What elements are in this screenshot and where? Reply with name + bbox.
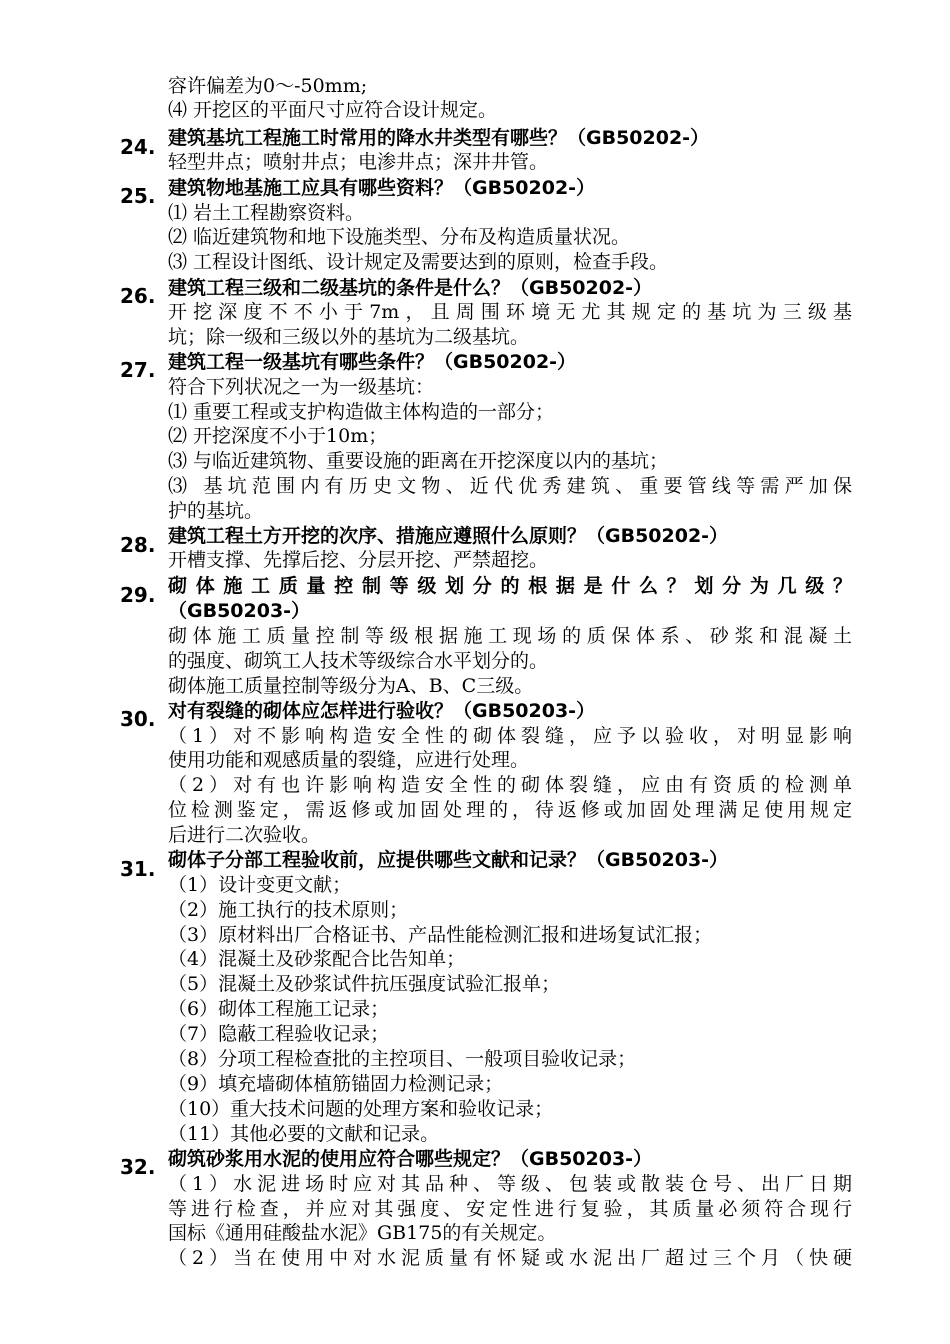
question-heading-cont: （GB50203-） <box>168 600 311 622</box>
question-number: 32. <box>120 1155 156 1179</box>
list-item: ⑴ 岩土工程勘察资料。 <box>168 202 365 224</box>
answer-line: 坑；除一级和三级以外的基坑为二级基坑。 <box>168 326 530 348</box>
question-heading: 砌体子分部工程验收前，应提供哪些文献和记录？（GB50203-） <box>168 849 729 871</box>
list-item: （8）分项工程检查批的主控项目、一般项目验收记录； <box>168 1048 637 1070</box>
question-number: 25. <box>120 184 156 208</box>
question-heading: 建筑工程三级和二级基坑的条件是什么？（GB50202-） <box>168 277 653 299</box>
question-heading: 砌体施工质量控制等级划分的根据是什么？划分为几级？ <box>168 575 852 597</box>
list-item: （11）其他必要的文献和记录。 <box>168 1123 440 1145</box>
list-item: （2）施工执行的技术原则； <box>168 899 409 921</box>
answer-line: （1）对不影响构造安全性的砌体裂缝，应予以验收，对明显影响 <box>168 725 852 747</box>
answer-line: 护的基坑。 <box>168 500 264 522</box>
question-heading: 建筑基坑工程施工时常用的降水井类型有哪些？（GB50202-） <box>168 127 710 149</box>
answer-line: 轻型井点；喷射井点；电渗井点；深井井管。 <box>168 151 549 173</box>
list-item: （6）砌体工程施工记录； <box>168 998 390 1020</box>
list-item: ⑷ 开挖区的平面尺寸应符合设计规定。 <box>168 99 498 121</box>
question-number: 30. <box>120 707 156 731</box>
answer-line: 符合下列状况之一为一级基坑： <box>168 376 435 398</box>
list-item: （1）设计变更文献； <box>168 874 352 896</box>
list-item: ⑴ 重要工程或支护构造做主体构造的一部分； <box>168 401 555 423</box>
question-number: 26. <box>120 284 156 308</box>
list-item: （10）重大技术问题的处理方案和验收记录； <box>168 1098 554 1120</box>
question-heading: 建筑物地基施工应具有哪些资料？（GB50202-） <box>168 177 596 199</box>
list-item: （9）填充墙砌体植筋锚固力检测记录； <box>168 1073 504 1095</box>
answer-line: （1）水泥进场时应对其品种、等级、包装或散装仓号、出厂日期 <box>168 1173 852 1195</box>
list-item: ⑵ 临近建筑物和地下设施类型、分布及构造质量状况。 <box>168 226 631 248</box>
list-item: （5）混凝土及砂浆试件抗压强度试验汇报单； <box>168 973 561 995</box>
list-item: （3）原材料出厂合格证书、产品性能检测汇报和进场复试汇报； <box>168 924 713 946</box>
question-heading: 建筑工程一级基坑有哪些条件？（GB50202-） <box>168 351 577 373</box>
question-number: 29. <box>120 583 156 607</box>
answer-line: 后进行二次验收。 <box>168 824 321 846</box>
answer-line: 等进行检查，并应对其强度、安定性进行复验，其质量必须符合现行 <box>168 1198 852 1220</box>
answer-line: 位检测鉴定，需返修或加固处理的，待返修或加固处理满足使用规定 <box>168 799 852 821</box>
list-item: ⑶ 与临近建筑物、重要设施的距离在开挖深度以内的基坑； <box>168 450 669 472</box>
question-number: 31. <box>120 857 156 881</box>
list-item: （7）隐蔽工程验收记录； <box>168 1023 390 1045</box>
answer-line: 使用功能和观感质量的裂缝，应进行处理。 <box>168 749 530 771</box>
question-number: 27. <box>120 358 156 382</box>
answer-line: 砌体施工质量控制等级分为A、B、C三级。 <box>168 675 534 697</box>
question-heading: 砌筑砂浆用水泥的使用应符合哪些规定？（GB50203-） <box>168 1148 653 1170</box>
answer-line: 开挖深度不不小于7m，且周围环境无尤其规定的基坑为三级基 <box>168 301 852 323</box>
answer-line: （2）对有也许影响构造安全性的砌体裂缝，应由有资质的检测单 <box>168 774 852 796</box>
body-text-line: 容许偏差为0～-50mm; <box>168 75 368 97</box>
answer-line: 国标《通用硅酸盐水泥》GB175的有关规定。 <box>168 1222 557 1244</box>
answer-line: （2）当在使用中对水泥质量有怀疑或水泥出厂超过三个月（快硬 <box>168 1247 852 1269</box>
answer-line: 开槽支撑、先撑后挖、分层开挖、严禁超挖。 <box>168 549 549 571</box>
question-number: 24. <box>120 135 156 159</box>
question-heading: 建筑工程土方开挖的次序、措施应遵照什么原则？（GB50202-） <box>168 525 729 547</box>
list-item: （4）混凝土及砂浆配合比告知单； <box>168 948 466 970</box>
list-item: ⑶ 工程设计图纸、设计规定及需要达到的原则，检查手段。 <box>168 251 669 273</box>
question-number: 28. <box>120 533 156 557</box>
list-item: ⑵ 开挖深度不小于10m； <box>168 425 388 447</box>
answer-line: 砌体施工质量控制等级根据施工现场的质保体系、砂浆和混凝土 <box>168 625 852 647</box>
list-item: ⑶ 基坑范围内有历史文物、近代优秀建筑、重要管线等需严加保 <box>168 475 852 497</box>
answer-line: 的强度、砌筑工人技术等级综合水平划分的。 <box>168 650 549 672</box>
question-heading: 对有裂缝的砌体应怎样进行验收？（GB50203-） <box>168 700 596 722</box>
